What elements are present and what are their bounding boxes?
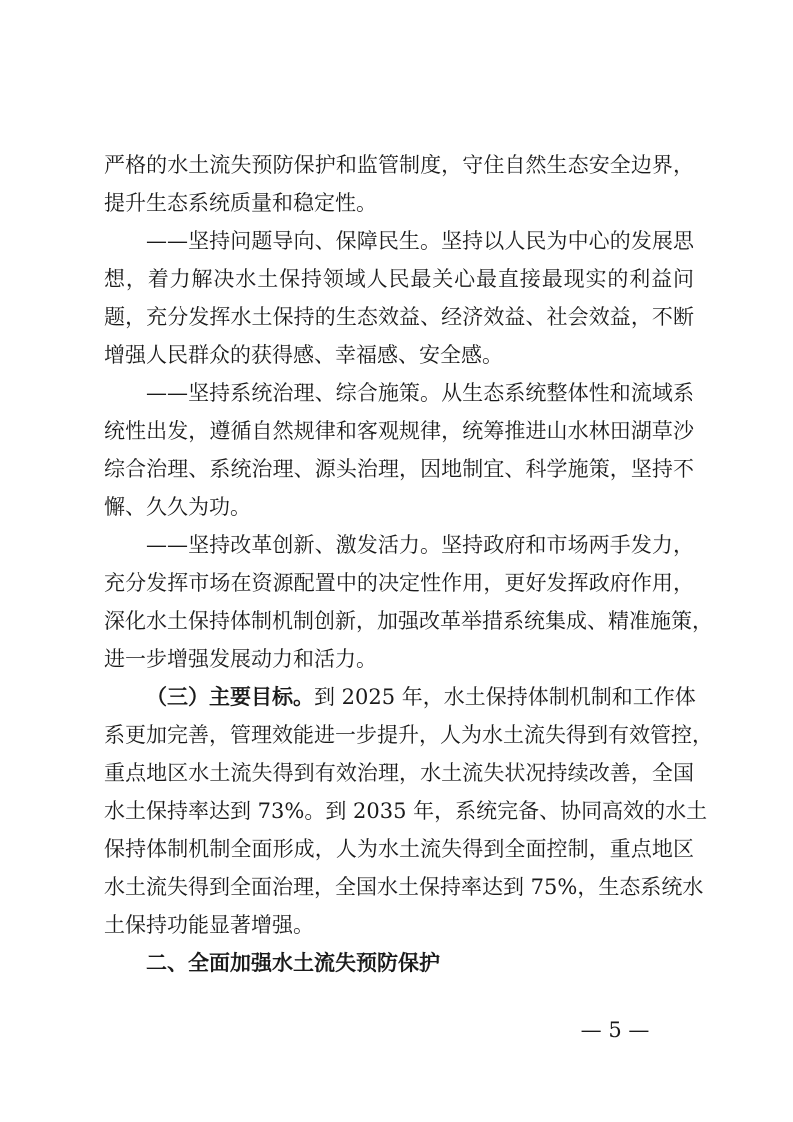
principle-line: ——坚持系统治理、综合施策。从生态系统整体性和流域系 bbox=[146, 381, 694, 405]
principle-line: ——坚持改革创新、激发活力。坚持政府和市场两手发力， bbox=[146, 533, 694, 557]
goals-first-line bbox=[146, 678, 694, 716]
text-line: 水土保持率达到 73%。到 2035 年，系统完备、协同高效的水土 bbox=[104, 799, 708, 823]
page-number: — 5 — bbox=[580, 1018, 650, 1042]
text-line: 重点地区水土流失得到有效治理，水土流失状况持续改善，全国 bbox=[104, 761, 694, 785]
goals-heading: （三）主要目标。 bbox=[146, 685, 314, 709]
text-line: 统性出发，遵循自然规律和客观规律，统筹推进山水林田湖草沙 bbox=[104, 419, 694, 443]
text-line: 土保持功能显著增强。 bbox=[104, 913, 314, 937]
text-line: 充分发挥市场在资源配置中的决定性作用，更好发挥政府作用， bbox=[104, 571, 694, 595]
text-line: 严格的水土流失预防保护和监管制度，守住自然生态安全边界， bbox=[104, 153, 694, 177]
text-line: 综合治理、系统治理、源头治理，因地制宜、科学施策，坚持不 bbox=[104, 457, 694, 481]
text-line: 系更加完善，管理效能进一步提升，人为水土流失得到有效管控， bbox=[104, 723, 713, 747]
text-line: 提升生态系统质量和稳定性。 bbox=[104, 191, 377, 215]
text-line: 想，着力解决水土保持领域人民最关心最直接最现实的利益问 bbox=[104, 267, 694, 291]
text-line: 深化水土保持体制机制创新，加强改革举措系统集成、精准施策， bbox=[104, 609, 713, 633]
text-line: 懈、久久为功。 bbox=[104, 495, 251, 519]
text-line: 保持体制机制全面形成，人为水土流失得到全面控制，重点地区 bbox=[104, 837, 694, 861]
principle-line: ——坚持问题导向、保障民生。坚持以人民为中心的发展思 bbox=[146, 229, 694, 253]
goals-first-line-text: 到 2025 年，水土保持体制机制和工作体 bbox=[314, 685, 696, 709]
text-line: 增强人民群众的获得感、幸福感、安全感。 bbox=[104, 343, 503, 367]
text-line: 水土流失得到全面治理，全国水土保持率达到 75%，生态系统水 bbox=[104, 875, 704, 899]
text-line: 进一步增强发展动力和活力。 bbox=[104, 647, 377, 671]
text-line: 题，充分发挥水土保持的生态效益、经济效益、社会效益，不断 bbox=[104, 305, 694, 329]
section-heading: 二、全面加强水土流失预防保护 bbox=[146, 951, 440, 975]
